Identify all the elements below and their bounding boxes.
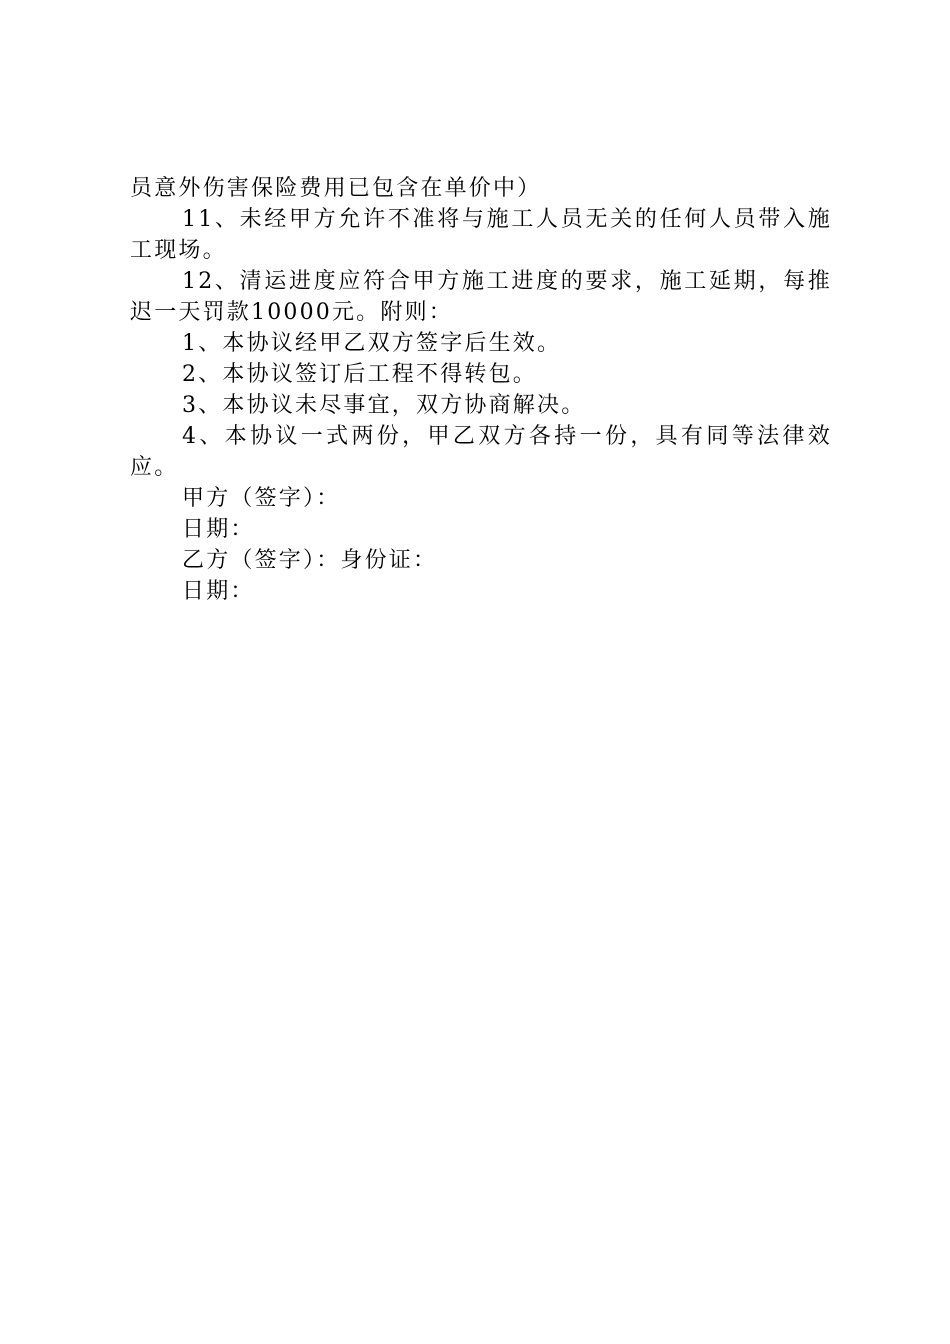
party-a-signature-line: 甲方（签字）： [182,486,341,511]
document-body [130,173,832,607]
appendix-item-3: 3、本协议未尽事宜，双方协商解决。 [182,393,586,418]
party-b-date-line: 日期： [182,579,255,604]
appendix-item-4: 4、本协议一式两份，甲乙双方各持一份，具有同等法律效应。 [130,424,832,480]
party-a-date-line: 日期： [182,517,255,542]
clause-12: 12、清运进度应符合甲方施工进度的要求，施工延期，每推迟一天罚款10000元。附则： [130,269,832,325]
paragraph-continuation: 员意外伤害保险费用已包含在单价中） [130,176,542,201]
appendix-item-1: 1、本协议经甲乙双方签字后生效。 [182,331,562,356]
appendix-item-2: 2、本协议签订后工程不得转包。 [182,362,537,387]
party-b-signature-line: 乙方（签字）：身份证： [182,548,438,573]
clause-11: 11、未经甲方允许不准将与施工人员无关的任何人员带入施工现场。 [130,207,832,263]
